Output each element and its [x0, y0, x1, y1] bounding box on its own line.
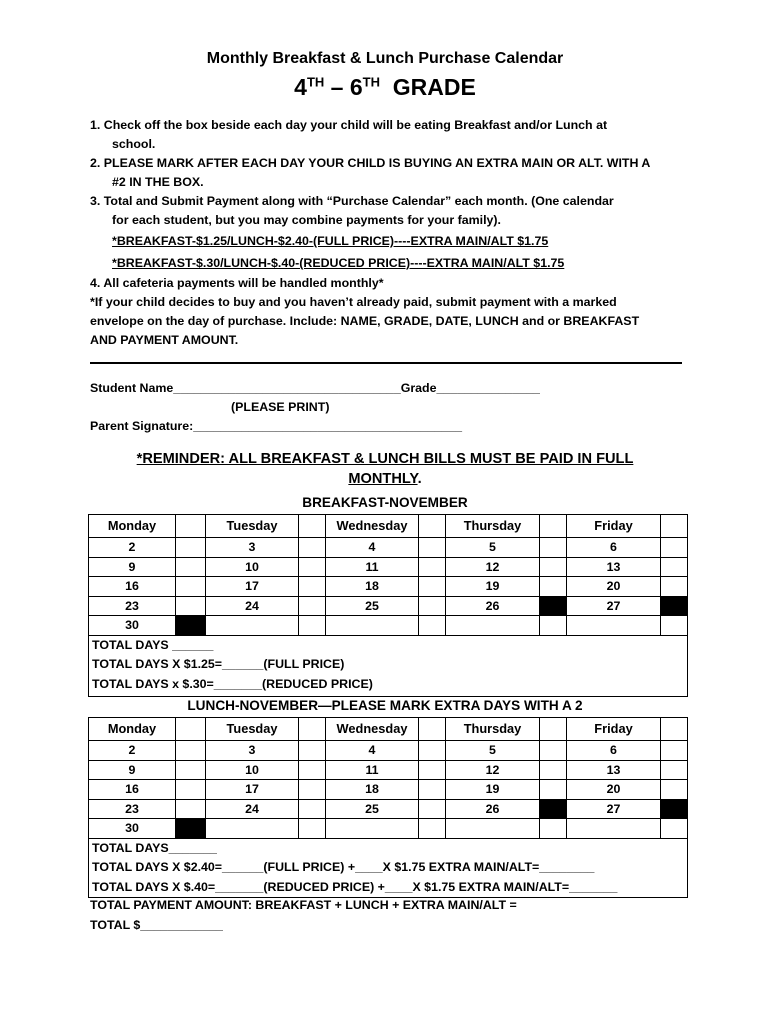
- table-row: [89, 799, 688, 819]
- lunch-header-blank: [419, 718, 446, 741]
- lunch-date: 5: [446, 741, 540, 761]
- table-row: [89, 819, 688, 839]
- lunch-header-monday: Monday: [89, 718, 176, 741]
- breakfast-header-blank: [176, 515, 206, 538]
- breakfast-date: 10: [206, 557, 299, 577]
- instruction-4: 4. All cafeteria payments will be handled monthly*: [90, 276, 384, 290]
- breakfast-checkbox[interactable]: [540, 538, 567, 558]
- breakfast-header-monday: Monday: [89, 515, 176, 538]
- lunch-checkbox[interactable]: [419, 741, 446, 761]
- breakfast-checkbox[interactable]: [540, 577, 567, 597]
- breakfast-checkbox[interactable]: [299, 596, 326, 616]
- breakfast-title: BREAKFAST-NOVEMBER: [302, 495, 468, 510]
- lunch-date: 6: [567, 741, 661, 761]
- lunch-date: 19: [446, 780, 540, 800]
- breakfast-totals: [89, 635, 688, 696]
- lunch-checkbox[interactable]: [540, 760, 567, 780]
- breakfast-checkbox[interactable]: [661, 557, 688, 577]
- lunch-checkbox[interactable]: [176, 760, 206, 780]
- lunch-date: 12: [446, 760, 540, 780]
- lunch-date: 23: [89, 799, 176, 819]
- lunch-date: 30: [89, 819, 176, 839]
- breakfast-checkbox[interactable]: [661, 577, 688, 597]
- blocked-cell: [661, 799, 688, 819]
- breakfast-date: 16: [89, 577, 176, 597]
- note-line-3: AND PAYMENT AMOUNT.: [90, 333, 239, 347]
- table-row: [89, 780, 688, 800]
- lunch-date: 25: [326, 799, 419, 819]
- breakfast-date: 30: [89, 616, 176, 636]
- blocked-cell: [661, 596, 688, 616]
- breakfast-checkbox[interactable]: [419, 577, 446, 597]
- document-title: Monthly Breakfast & Lunch Purchase Calendar: [206, 50, 564, 67]
- breakfast-date: 5: [446, 538, 540, 558]
- breakfast-checkbox[interactable]: [419, 557, 446, 577]
- breakfast-checkbox[interactable]: [540, 557, 567, 577]
- lunch-date: 4: [326, 741, 419, 761]
- lunch-checkbox[interactable]: [176, 780, 206, 800]
- divider-rule: [90, 362, 682, 364]
- lunch-header-blank: [540, 718, 567, 741]
- empty-cell: [446, 819, 540, 839]
- lunch-date: 9: [89, 760, 176, 780]
- reminder-line-1: *REMINDER: ALL BREAKFAST & LUNCH BILLS MUST BE PAID IN FULL: [136, 451, 634, 467]
- empty-cell: [540, 819, 567, 839]
- instruction-2a: 2. PLEASE MARK AFTER EACH DAY YOUR CHILD IS BUYING AN EXTRA MAIN OR ALT. WITH A: [90, 156, 651, 170]
- breakfast-date: 17: [206, 577, 299, 597]
- lunch-date: 24: [206, 799, 299, 819]
- lunch-date: 20: [567, 780, 661, 800]
- lunch-header-friday: Friday: [567, 718, 661, 741]
- empty-cell: [661, 616, 688, 636]
- instruction-3a: 3. Total and Submit Payment along with “Purchase Calendar” each month. (One calendar: [90, 194, 614, 208]
- lunch-date: 16: [89, 780, 176, 800]
- breakfast-date: 12: [446, 557, 540, 577]
- note-line-2: envelope on the day of purchase. Include: NAME, GRADE, DATE, LUNCH and or BREAKFAST: [90, 314, 640, 328]
- grade-heading: [0, 74, 770, 101]
- table-row: [89, 577, 688, 597]
- breakfast-header-tuesday: Tuesday: [206, 515, 299, 538]
- lunch-header-blank: [176, 718, 206, 741]
- grade-sup-1: TH: [306, 74, 325, 90]
- table-row: [89, 538, 688, 558]
- lunch-header-tuesday: Tuesday: [206, 718, 299, 741]
- lunch-checkbox[interactable]: [299, 741, 326, 761]
- blocked-cell: [176, 616, 206, 636]
- grade-word: GRADE: [392, 74, 476, 100]
- breakfast-checkbox[interactable]: [176, 557, 206, 577]
- instruction-1a: 1. Check off the box beside each day your child will be eating Breakfast and/or Lunch at: [90, 118, 608, 132]
- breakfast-header-blank: [299, 515, 326, 538]
- total-payment-label: TOTAL PAYMENT AMOUNT: BREAKFAST + LUNCH + EXTRA MAIN/ALT =: [90, 898, 517, 912]
- lunch-calendar: [88, 717, 688, 898]
- lunch-date: 17: [206, 780, 299, 800]
- lunch-total-full[interactable]: TOTAL DAYS X $2.40=______(FULL PRICE) +____X $1.75 EXTRA MAIN/ALT=________: [92, 860, 595, 874]
- lunch-header-blank: [661, 718, 688, 741]
- breakfast-date: 23: [89, 596, 176, 616]
- breakfast-header-friday: Friday: [567, 515, 661, 538]
- breakfast-date: 2: [89, 538, 176, 558]
- breakfast-date: 6: [567, 538, 661, 558]
- lunch-header-blank: [299, 718, 326, 741]
- parent-signature-field[interactable]: Parent Signature:_______________________________________: [90, 419, 463, 433]
- lunch-checkbox[interactable]: [661, 780, 688, 800]
- breakfast-date: 11: [326, 557, 419, 577]
- lunch-total-days[interactable]: TOTAL DAYS_______: [92, 840, 217, 855]
- breakfast-date: 9: [89, 557, 176, 577]
- lunch-checkbox[interactable]: [299, 799, 326, 819]
- lunch-checkbox[interactable]: [299, 760, 326, 780]
- breakfast-date: 19: [446, 577, 540, 597]
- empty-cell: [206, 819, 299, 839]
- breakfast-total-reduced[interactable]: TOTAL DAYS x $.30=_______(REDUCED PRICE): [92, 676, 373, 691]
- blocked-cell: [540, 596, 567, 616]
- lunch-checkbox[interactable]: [419, 780, 446, 800]
- lunch-totals: [89, 838, 688, 898]
- note-line-1: *If your child decides to buy and you haven’t already paid, submit payment with a marked: [90, 295, 617, 309]
- lunch-checkbox[interactable]: [299, 780, 326, 800]
- blocked-cell: [176, 819, 206, 839]
- breakfast-header-thursday: Thursday: [446, 515, 540, 538]
- lunch-total-reduced[interactable]: TOTAL DAYS X $.40=_______(REDUCED PRICE) +____X $1.75 EXTRA MAIN/ALT=_______: [92, 879, 618, 894]
- lunch-date: 13: [567, 760, 661, 780]
- breakfast-checkbox[interactable]: [419, 596, 446, 616]
- breakfast-total-full[interactable]: TOTAL DAYS X $1.25=______(FULL PRICE): [92, 657, 345, 671]
- breakfast-checkbox[interactable]: [299, 577, 326, 597]
- breakfast-header-blank: [540, 515, 567, 538]
- breakfast-date: 4: [326, 538, 419, 558]
- empty-cell: [299, 819, 326, 839]
- lunch-checkbox[interactable]: [540, 780, 567, 800]
- empty-cell: [567, 616, 661, 636]
- breakfast-total-days[interactable]: TOTAL DAYS ______: [92, 637, 214, 652]
- breakfast-date: 24: [206, 596, 299, 616]
- lunch-header-wednesday: Wednesday: [326, 718, 419, 741]
- empty-cell: [299, 616, 326, 636]
- lunch-checkbox[interactable]: [540, 741, 567, 761]
- grade-mid: – 6: [324, 74, 363, 100]
- empty-cell: [419, 616, 446, 636]
- empty-cell: [661, 819, 688, 839]
- table-row: [89, 616, 688, 636]
- breakfast-checkbox[interactable]: [299, 557, 326, 577]
- breakfast-date: 13: [567, 557, 661, 577]
- breakfast-date: 3: [206, 538, 299, 558]
- breakfast-checkbox[interactable]: [176, 596, 206, 616]
- table-row: [89, 557, 688, 577]
- price-reduced: *BREAKFAST-$.30/LUNCH-$.40-(REDUCED PRICE)----EXTRA MAIN/ALT $1.75: [112, 256, 565, 270]
- breakfast-date: 27: [567, 596, 661, 616]
- breakfast-date: 26: [446, 596, 540, 616]
- lunch-date: 11: [326, 760, 419, 780]
- lunch-title: LUNCH-NOVEMBER—PLEASE MARK EXTRA DAYS WITH A 2: [187, 698, 583, 713]
- breakfast-checkbox[interactable]: [661, 538, 688, 558]
- lunch-header-thursday: Thursday: [446, 718, 540, 741]
- instruction-2b: #2 IN THE BOX.: [112, 175, 204, 189]
- table-row: [89, 741, 688, 761]
- instruction-3b: for each student, but you may combine payments for your family).: [112, 213, 501, 227]
- breakfast-date: 20: [567, 577, 661, 597]
- lunch-checkbox[interactable]: [419, 760, 446, 780]
- empty-cell: [206, 616, 299, 636]
- table-row: [89, 760, 688, 780]
- price-full: *BREAKFAST-$1.25/LUNCH-$2.40-(FULL PRICE)----EXTRA MAIN/ALT $1.75: [112, 234, 549, 248]
- grade-sup-2: TH: [362, 74, 380, 90]
- empty-cell: [419, 819, 446, 839]
- breakfast-calendar: [88, 514, 688, 697]
- lunch-date: 2: [89, 741, 176, 761]
- breakfast-checkbox[interactable]: [176, 538, 206, 558]
- lunch-checkbox[interactable]: [419, 799, 446, 819]
- lunch-checkbox[interactable]: [176, 741, 206, 761]
- breakfast-date: 18: [326, 577, 419, 597]
- empty-cell: [446, 616, 540, 636]
- grade-from: 4: [294, 74, 307, 100]
- please-print-note: (PLEASE PRINT): [231, 400, 330, 414]
- breakfast-header-blank: [419, 515, 446, 538]
- table-row: [89, 596, 688, 616]
- empty-cell: [540, 616, 567, 636]
- empty-cell: [326, 819, 419, 839]
- lunch-date: 27: [567, 799, 661, 819]
- breakfast-checkbox[interactable]: [299, 538, 326, 558]
- instruction-1b: school.: [112, 137, 156, 151]
- lunch-date: 3: [206, 741, 299, 761]
- breakfast-header-blank: [661, 515, 688, 538]
- lunch-checkbox[interactable]: [661, 760, 688, 780]
- lunch-checkbox[interactable]: [661, 741, 688, 761]
- breakfast-header-wednesday: Wednesday: [326, 515, 419, 538]
- lunch-checkbox[interactable]: [176, 799, 206, 819]
- reminder-period: .: [417, 471, 422, 487]
- empty-cell: [567, 819, 661, 839]
- student-name-field[interactable]: Student Name_________________________________Grade_______________: [90, 381, 540, 395]
- lunch-date: 18: [326, 780, 419, 800]
- breakfast-date: 25: [326, 596, 419, 616]
- breakfast-checkbox[interactable]: [176, 577, 206, 597]
- empty-cell: [326, 616, 419, 636]
- lunch-date: 10: [206, 760, 299, 780]
- reminder-monthly: MONTHLY: [348, 471, 418, 487]
- breakfast-checkbox[interactable]: [419, 538, 446, 558]
- lunch-date: 26: [446, 799, 540, 819]
- reminder-line-2: [0, 471, 770, 487]
- blocked-cell: [540, 799, 567, 819]
- total-amount-field[interactable]: TOTAL $____________: [90, 918, 223, 932]
